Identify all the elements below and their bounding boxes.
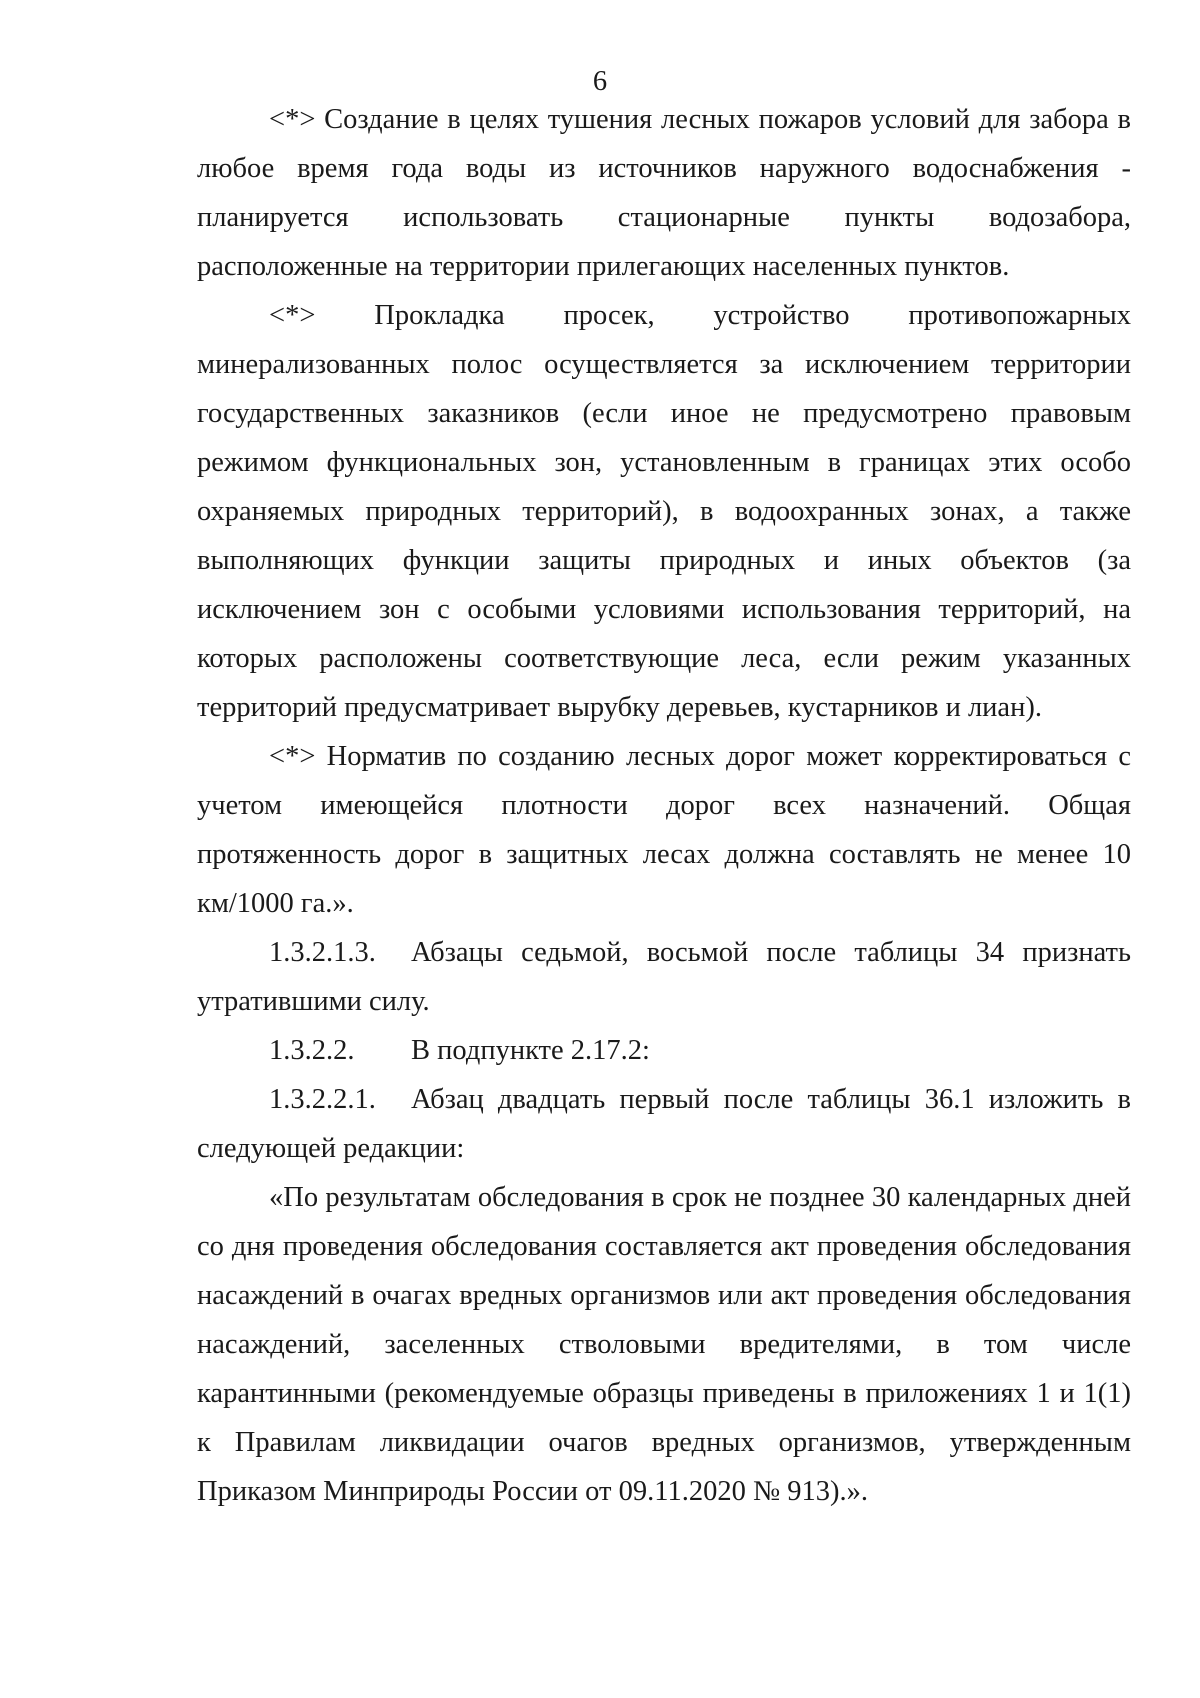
clause-text: В подпункте 2.17.2:: [411, 1035, 650, 1066]
clause-number: 1.3.2.2.: [269, 1035, 355, 1066]
clause-number: 1.3.2.1.3.: [269, 937, 376, 968]
paragraph-water-supply-note: <*> Создание в целях тушения лесных пожаров условий для забора в любое время года воды из источников наружного водоснабжения - планируется использовать стационарные пункты водозабора, расположенные на территории прилегающих населенных пунктов.: [197, 104, 1131, 282]
paragraph-1-3-2-2-1: [197, 1075, 1131, 1173]
clause-number: 1.3.2.2.1.: [269, 1084, 376, 1115]
page-number: 6: [592, 66, 608, 97]
paragraph-quoted-new-wording: «По результатам обследования в срок не позднее 30 календарных дней со дня проведения обследования составляется акт проведения обследования насаждений в очагах вредных организмов или акт проведения обследования насаждений, заселенных стволовыми вредителями, в том числе карантинными (рекомендуемые образцы приведены в приложениях 1 и 1(1) к Правилам ликвидации очагов вредных организмов, утвержденным Приказом Минприроды России от 09.11.2020 № 913).».: [197, 1182, 1131, 1507]
paragraph-firebreaks-note: <*> Прокладка просек, устройство противопожарных минерализованных полос осуществляется за исключением территории государственных заказников (если иное не предусмотрено правовым режимом функциональных зон, установленным в границах этих особо охраняемых природных территорий), в водоохранных зонах, а также выполняющих функции защиты природных и иных объектов (за исключением зон с особыми условиями использования территорий, на которых расположены соответствующие леса, если режим указанных территорий предусматривает вырубку деревьев, кустарников и лиан).: [197, 300, 1131, 723]
paragraph-forest-roads-note: <*> Норматив по созданию лесных дорог может корректироваться с учетом имеющейся плотности дорог всех назначений. Общая протяженность дорог в защитных лесах должна составлять не менее 10 км/1000 га.».: [197, 741, 1131, 919]
document-body: [197, 95, 1131, 1516]
paragraph-1-3-2-1-3: [197, 928, 1131, 1026]
clause-text: Абзац двадцать первый после таблицы 36.1 изложить в следующей редакции:: [197, 1084, 1131, 1164]
paragraph-1-3-2-2: [197, 1026, 1131, 1075]
clause-text: Абзацы седьмой, восьмой после таблицы 34 признать утратившими силу.: [197, 937, 1131, 1017]
